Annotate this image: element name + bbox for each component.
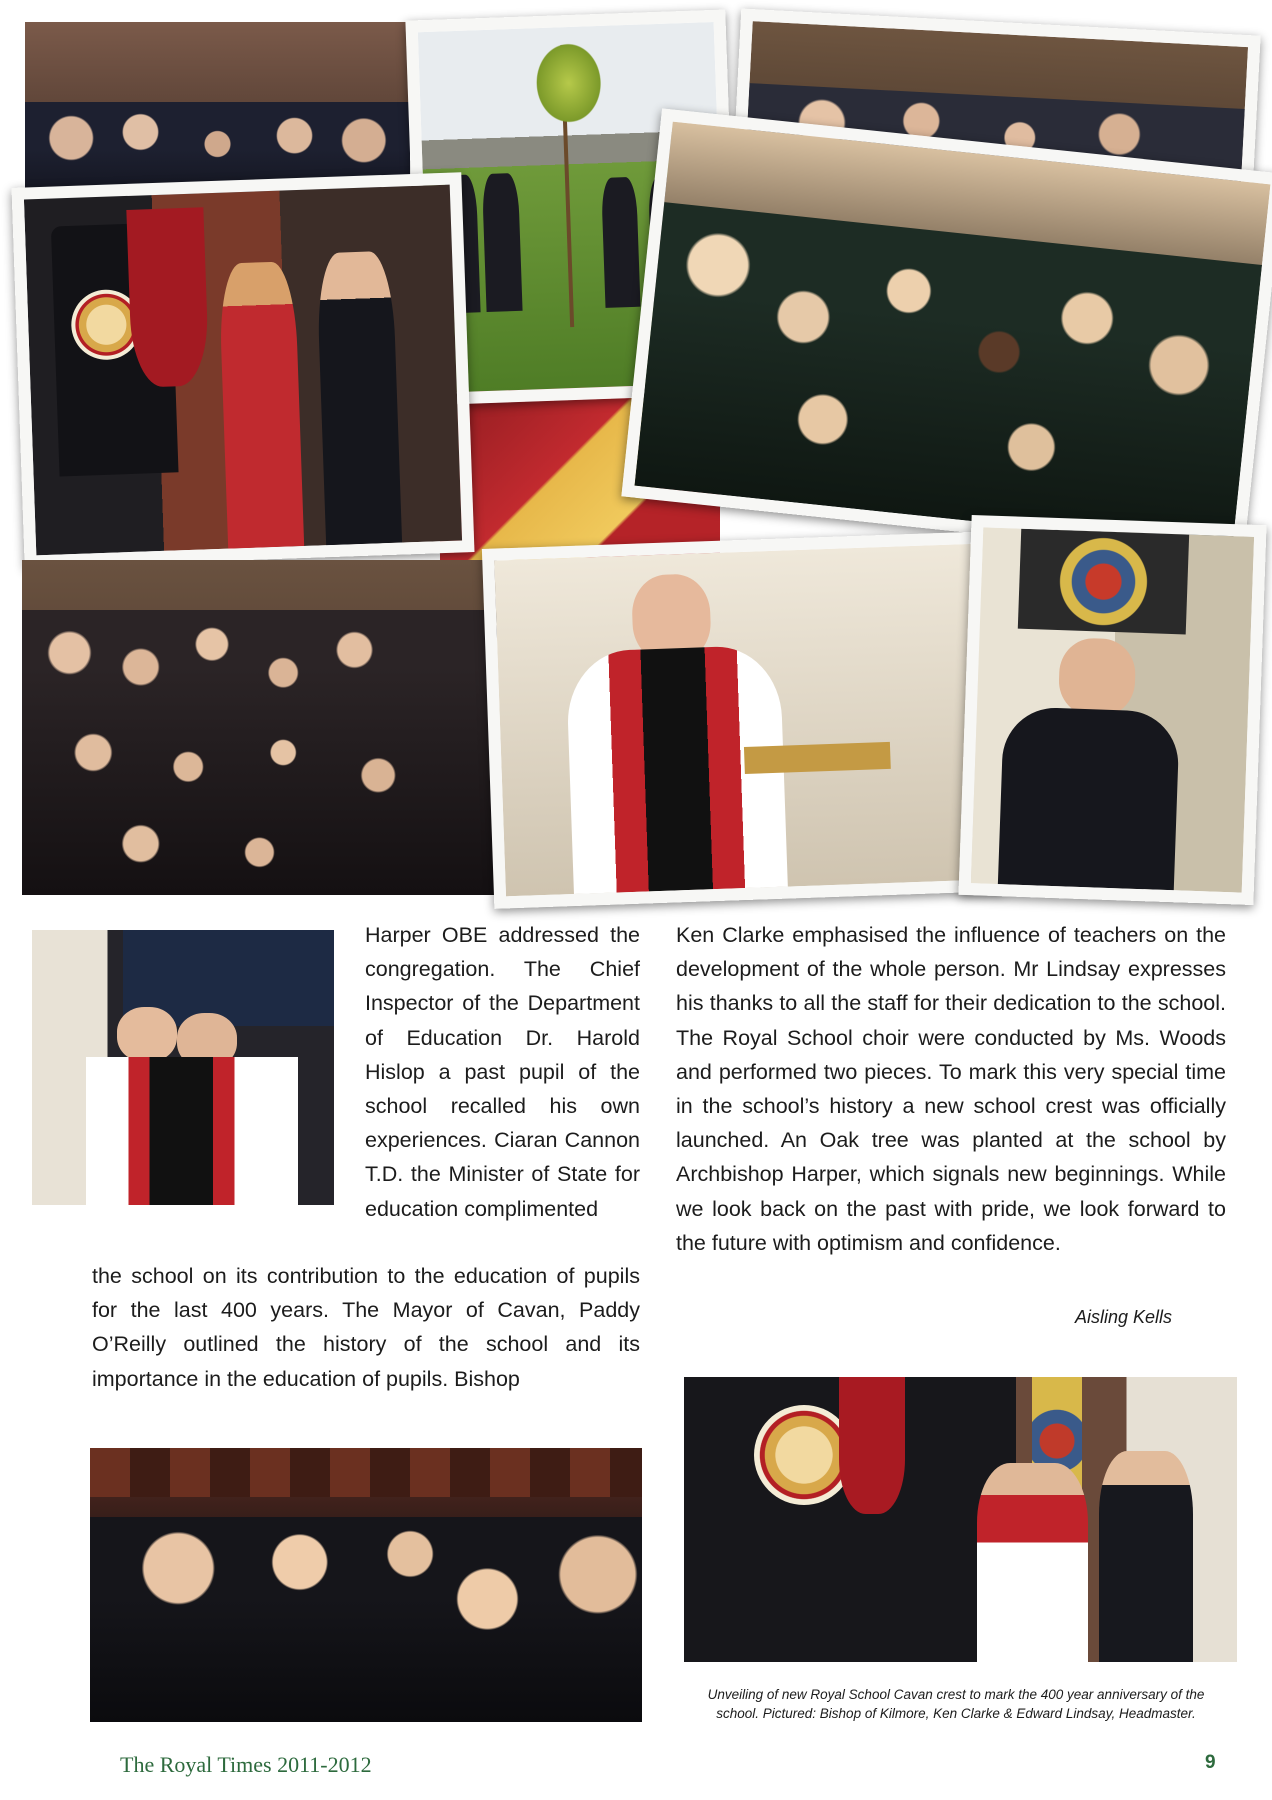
- students-reading-photo: [621, 108, 1272, 561]
- photo-caption: [676, 1685, 1236, 1723]
- caption-line-2: school. Pictured: Bishop of Kilmore, Ken Clarke & Edward Lindsay, Headmaster.: [716, 1706, 1196, 1721]
- article-column-2: Ken Clarke emphasised the influence of teachers on the development of the whole person. Mr Lindsay expresses his thanks to all the staff for their dedication to the school. The Royal School choir were conducted by Ms. Woods and performed two pieces. To mark this very special time in the school’s history a new school crest was officially launched. An Oak tree was planted at the school by Archbishop Harper, which signals new beginnings. While we look back on the past with pride, we look forward to the future with optimism and confidence.: [676, 923, 1226, 1255]
- article-column-1-upper: Harper OBE addressed the congregation. The Chief Inspector of the Department of Education Dr. Harold Hislop a past pupil of the school recalled his own experiences. Ciaran Cannon T.D. the Minister of State for education complimented: [365, 923, 640, 1221]
- bishop-speaking-photo: [482, 531, 1004, 909]
- crest-unveiling-chapel-photo: [12, 172, 475, 567]
- congregation-photo: [22, 560, 497, 895]
- publication-title: The Royal Times 2011-2012: [120, 1752, 372, 1777]
- students-bottom-photo: [90, 1448, 642, 1722]
- clergy-seated-photo: [32, 930, 334, 1205]
- page-number: 9: [1205, 1752, 1216, 1773]
- caption-line-1: Unveiling of new Royal School Cavan crest to mark the 400 year anniversary of the: [707, 1687, 1205, 1702]
- headmaster-speaking-photo: [958, 515, 1266, 905]
- article-author: Aisling Kells: [1074, 1307, 1172, 1327]
- crest-unveiling-photo: [684, 1377, 1237, 1662]
- article-column-1-lower: the school on its contribution to the education of pupils for the last 400 years. The Mayor of Cavan, Paddy O’Reilly outlined the history of the school and its importance in the education of pupils. Bishop: [92, 1264, 640, 1391]
